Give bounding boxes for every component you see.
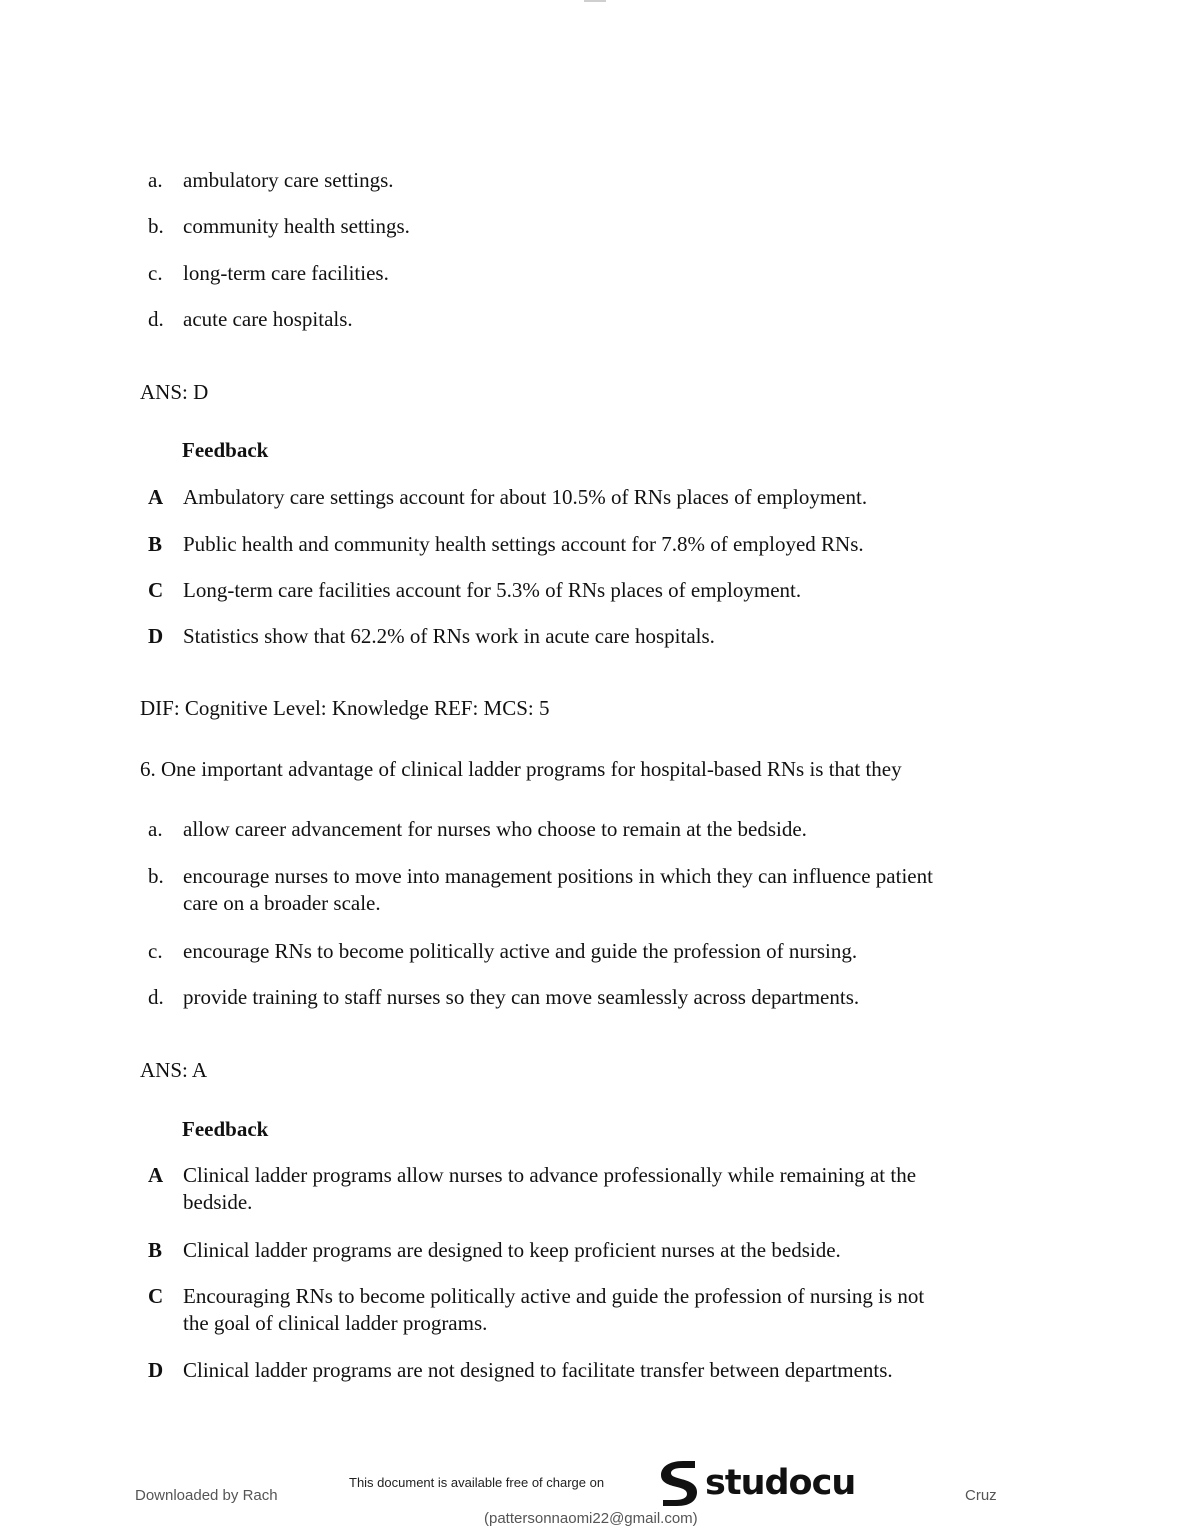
option-label: d. bbox=[148, 985, 164, 1009]
option-label: b. bbox=[148, 864, 164, 888]
feedback-label: B bbox=[148, 1238, 163, 1262]
option-text: encourage RNs to become politically active and guide the profession of nursing. bbox=[183, 939, 858, 963]
q5-feedback-c bbox=[140, 577, 960, 604]
option-label: a. bbox=[148, 817, 163, 841]
option-text: allow career advancement for nurses who choose to remain at the bedside. bbox=[183, 817, 807, 841]
option-text: long-term care facilities. bbox=[183, 261, 389, 285]
page-top-mark bbox=[584, 0, 606, 2]
option-label: c. bbox=[148, 261, 163, 285]
q6-feedback-heading: Feedback bbox=[182, 1117, 269, 1141]
q6-feedback-d bbox=[140, 1357, 960, 1384]
option-label: c. bbox=[148, 939, 163, 963]
feedback-text: Public health and community health settings account for 7.8% of employed RNs. bbox=[183, 532, 864, 556]
q5-feedback-heading: Feedback bbox=[182, 438, 269, 462]
option-label: b. bbox=[148, 214, 164, 238]
q6-option-b bbox=[140, 863, 960, 917]
feedback-label: C bbox=[148, 578, 164, 602]
feedback-text: Encouraging RNs to become politically active and guide the profession of nursing is not the goal of clinical ladder programs. bbox=[183, 1284, 925, 1335]
feedback-text: Clinical ladder programs are not designed to facilitate transfer between departments. bbox=[183, 1358, 893, 1382]
q6-option-a bbox=[140, 816, 960, 843]
studocu-logo[interactable] bbox=[655, 1458, 855, 1508]
q6-option-c bbox=[140, 938, 960, 965]
option-text: community health settings. bbox=[183, 214, 410, 238]
q5-option-d bbox=[140, 306, 960, 333]
studocu-logo-text: studocu bbox=[705, 1463, 856, 1503]
q5-option-b bbox=[140, 213, 960, 240]
option-text: encourage nurses to move into management positions in which they can influence patient care on a broader scale. bbox=[183, 864, 933, 915]
q6-option-d bbox=[140, 984, 960, 1011]
downloaded-by-text: Downloaded by Rach bbox=[135, 1487, 278, 1504]
feedback-label: C bbox=[148, 1284, 164, 1308]
q5-feedback-d bbox=[140, 623, 960, 650]
feedback-text: Statistics show that 62.2% of RNs work in acute care hospitals. bbox=[183, 624, 715, 648]
option-text: provide training to staff nurses so they can move seamlessly across departments. bbox=[183, 985, 860, 1009]
q5-feedback-b bbox=[140, 531, 960, 558]
q5-answer: ANS: D bbox=[140, 380, 209, 404]
downloader-email: (pattersonnaomi22@gmail.com) bbox=[484, 1510, 698, 1527]
option-text: ambulatory care settings. bbox=[183, 168, 394, 192]
feedback-text: Clinical ladder programs are designed to keep proficient nurses at the bedside. bbox=[183, 1238, 841, 1262]
option-text: acute care hospitals. bbox=[183, 307, 353, 331]
q6-feedback-b bbox=[140, 1237, 960, 1264]
q6-feedback-a bbox=[140, 1162, 960, 1216]
feedback-label: B bbox=[148, 532, 163, 556]
feedback-label: D bbox=[148, 624, 164, 648]
availability-text: This document is available free of charge on bbox=[349, 1475, 605, 1490]
q5-feedback-a bbox=[140, 484, 960, 511]
option-label: d. bbox=[148, 307, 164, 331]
studocu-logo-icon bbox=[655, 1459, 701, 1507]
q6-feedback-c bbox=[140, 1283, 960, 1337]
q6-answer: ANS: A bbox=[140, 1058, 208, 1082]
q5-option-a bbox=[140, 167, 960, 194]
downloaded-by-name-end: Cruz bbox=[965, 1487, 997, 1504]
q5-dif-ref: DIF: Cognitive Level: Knowledge REF: MCS: 5 bbox=[140, 696, 550, 720]
feedback-text: Clinical ladder programs allow nurses to advance professionally while remaining at the bedside. bbox=[183, 1163, 917, 1214]
feedback-label: A bbox=[148, 485, 164, 509]
feedback-text: Long-term care facilities account for 5.3% of RNs places of employment. bbox=[183, 578, 802, 602]
feedback-label: D bbox=[148, 1358, 164, 1382]
option-label: a. bbox=[148, 168, 163, 192]
q5-option-c bbox=[140, 260, 960, 287]
feedback-label: A bbox=[148, 1163, 164, 1187]
feedback-text: Ambulatory care settings account for about 10.5% of RNs places of employment. bbox=[183, 485, 868, 509]
q6-stem: 6. One important advantage of clinical ladder programs for hospital-based RNs is that they bbox=[140, 757, 902, 781]
